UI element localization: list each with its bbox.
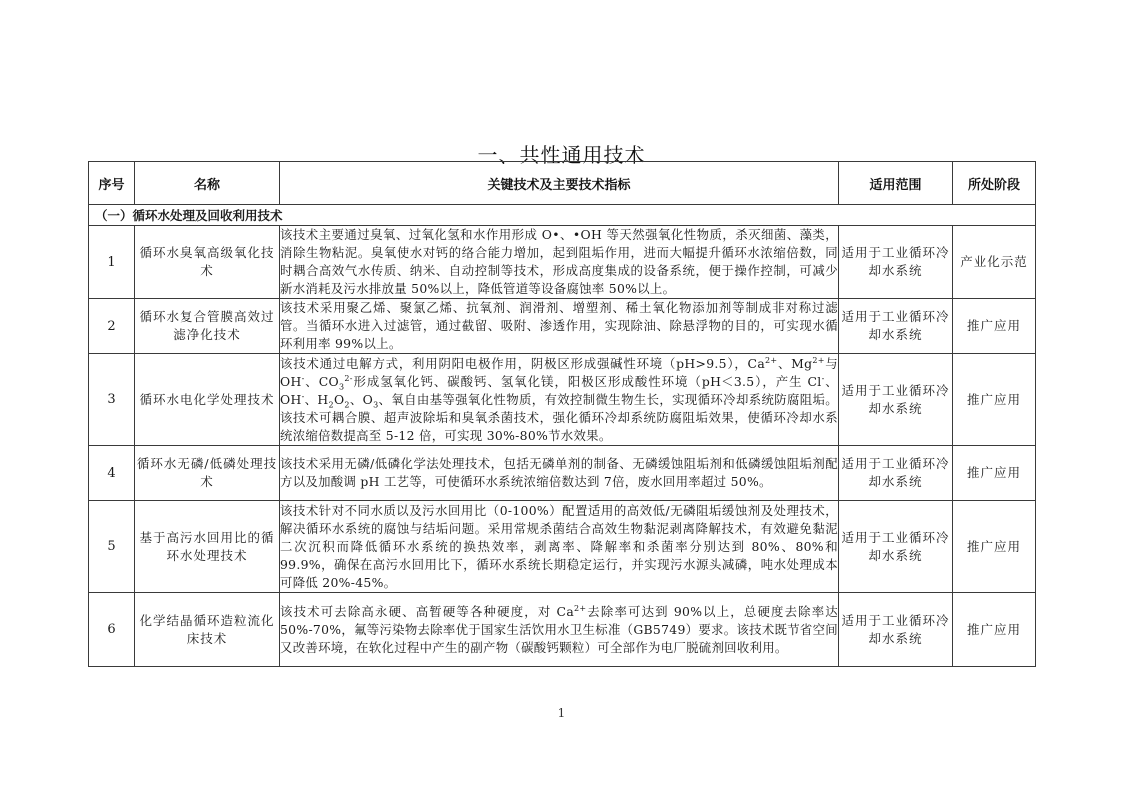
- row-scope: 适用于工业循环冷却水系统: [839, 226, 953, 299]
- row-description: 该技术主要通过臭氧、过氧化氢和水作用形成 O•、•OH 等天然强氧化性物质，杀灭细菌、藻类，消除生物粘泥。臭氧使水对钙的络合能力增加，起到阻垢作用，进而大幅提升循环水浓缩倍数，同时耦合高效气水传质、纳米、自动控制等技术，形成高度集成的设备系统，便于操作控制，可减少新水消耗及污水排放量 50%以上，降低管道等设备腐蚀率 50%以上。: [280, 226, 839, 299]
- table-row: [89, 593, 1036, 667]
- table-row: [89, 299, 1036, 354]
- row-index: 2: [89, 299, 135, 354]
- row-stage: 推广应用: [953, 593, 1036, 667]
- row-name: 循环水复合管膜高效过滤净化技术: [135, 299, 280, 354]
- table-row: [89, 501, 1036, 593]
- row-description: 该技术采用聚乙烯、聚氯乙烯、抗氧剂、润滑剂、增塑剂、稀土氧化物添加剂等制成非对称过滤管。当循环水进入过滤管，通过截留、吸附、渗透作用，实现除油、除悬浮物的目的，可实现水循环利用率 99%以上。: [280, 299, 839, 354]
- row-index: 6: [89, 593, 135, 667]
- row-stage: 推广应用: [953, 501, 1036, 593]
- row-name: 循环水臭氧高级氧化技术: [135, 226, 280, 299]
- row-index: 3: [89, 354, 135, 446]
- row-scope: 适用于工业循环冷却水系统: [839, 593, 953, 667]
- row-description: 该技术采用无磷/低磷化学法处理技术，包括无磷单剂的制备、无磷缓蚀阻垢剂和低磷缓蚀阻垢剂配方以及加酸调 pH 工艺等，可使循环水系统浓缩倍数达到 7倍，废水回用率超过 50%。: [280, 446, 839, 501]
- table-header-row: [89, 162, 1036, 205]
- row-index: 5: [89, 501, 135, 593]
- page-number: 1: [557, 706, 566, 720]
- row-name: 化学结晶循环造粒流化床技术: [135, 593, 280, 667]
- page-title: 一、共性通用技术: [477, 143, 646, 168]
- row-name: 基于高污水回用比的循环水处理技术: [135, 501, 280, 593]
- row-description: 该技术可去除高永硬、高暂硬等各种硬度，对 $Ca^{2+}$去除率可达到 90%以上，总硬度去除率达 50%-70%，氟等污染物去除率优于国家生活饮用水卫生标准（GB5749）要求。该技术既节省空间又改善环境，在软化过程中产生的副产物（碳酸钙颗粒）可全部作为电厂脱硫剂回收利用。: [280, 593, 839, 667]
- table-row: [89, 446, 1036, 501]
- row-stage: 产业化示范: [953, 226, 1036, 299]
- row-name: 循环水无磷/低磷处理技术: [135, 446, 280, 501]
- table-row: [89, 354, 1036, 446]
- row-stage: 推广应用: [953, 299, 1036, 354]
- row-scope: 适用于工业循环冷却水系统: [839, 501, 953, 593]
- row-stage: 推广应用: [953, 354, 1036, 446]
- header-name: 名称: [135, 162, 280, 205]
- header-index: 序号: [89, 162, 135, 205]
- row-index: 1: [89, 226, 135, 299]
- row-scope: 适用于工业循环冷却水系统: [839, 446, 953, 501]
- table-row: [89, 226, 1036, 299]
- header-key-tech: 关键技术及主要技术指标: [280, 162, 839, 205]
- row-name: 循环水电化学处理技术: [135, 354, 280, 446]
- header-stage: 所处阶段: [953, 162, 1036, 205]
- row-description: 该技术针对不同水质以及污水回用比（0-100%）配置适用的高效低/无磷阻垢缓蚀剂及处理技术，解决循环水系统的腐蚀与结垢问题。采用常规杀菌结合高效生物黏泥剥离降解技术，有效避免黏泥二次沉积而降低循环水系统的换热效率，剥离率、降解率和杀菌率分别达到 80%、80%和 99.9%，确保在高污水回用比下，循环水系统长期稳定运行，并实现污水源头减磷，吨水处理成本可降低 20%-45%。: [280, 501, 839, 593]
- row-scope: 适用于工业循环冷却水系统: [839, 354, 953, 446]
- section-row: [89, 205, 1036, 226]
- section-label: （一）循环水处理及回收利用技术: [89, 205, 1036, 226]
- header-scope: 适用范围: [839, 162, 953, 205]
- row-scope: 适用于工业循环冷却水系统: [839, 299, 953, 354]
- technology-table: [88, 161, 1036, 667]
- row-description: 该技术通过电解方式，利用阴阳电极作用，阴极区形成强碱性环境（pH>9.5），$Ca^{2+}$、$Mg^{2+}$与 OH-、$CO_3^{2-}$形成氢氧化钙、碳酸钙、氢氧化镁，阳极区形成酸性环境（pH＜3.5），产生 Cl-、OH-、$H_2O_2$、$O_3$、氧自由基等强氧化性物质，有效控制微生物生长，实现循环冷却系统防腐阻垢。该技术可耦合膜、超声波除垢和臭氧杀菌技术，强化循环冷却系统防腐阻垢效果，使循环冷却水系统浓缩倍数提高至 5-12 倍，可实现 30%-80%节水效果。: [280, 354, 839, 446]
- row-index: 4: [89, 446, 135, 501]
- row-stage: 推广应用: [953, 446, 1036, 501]
